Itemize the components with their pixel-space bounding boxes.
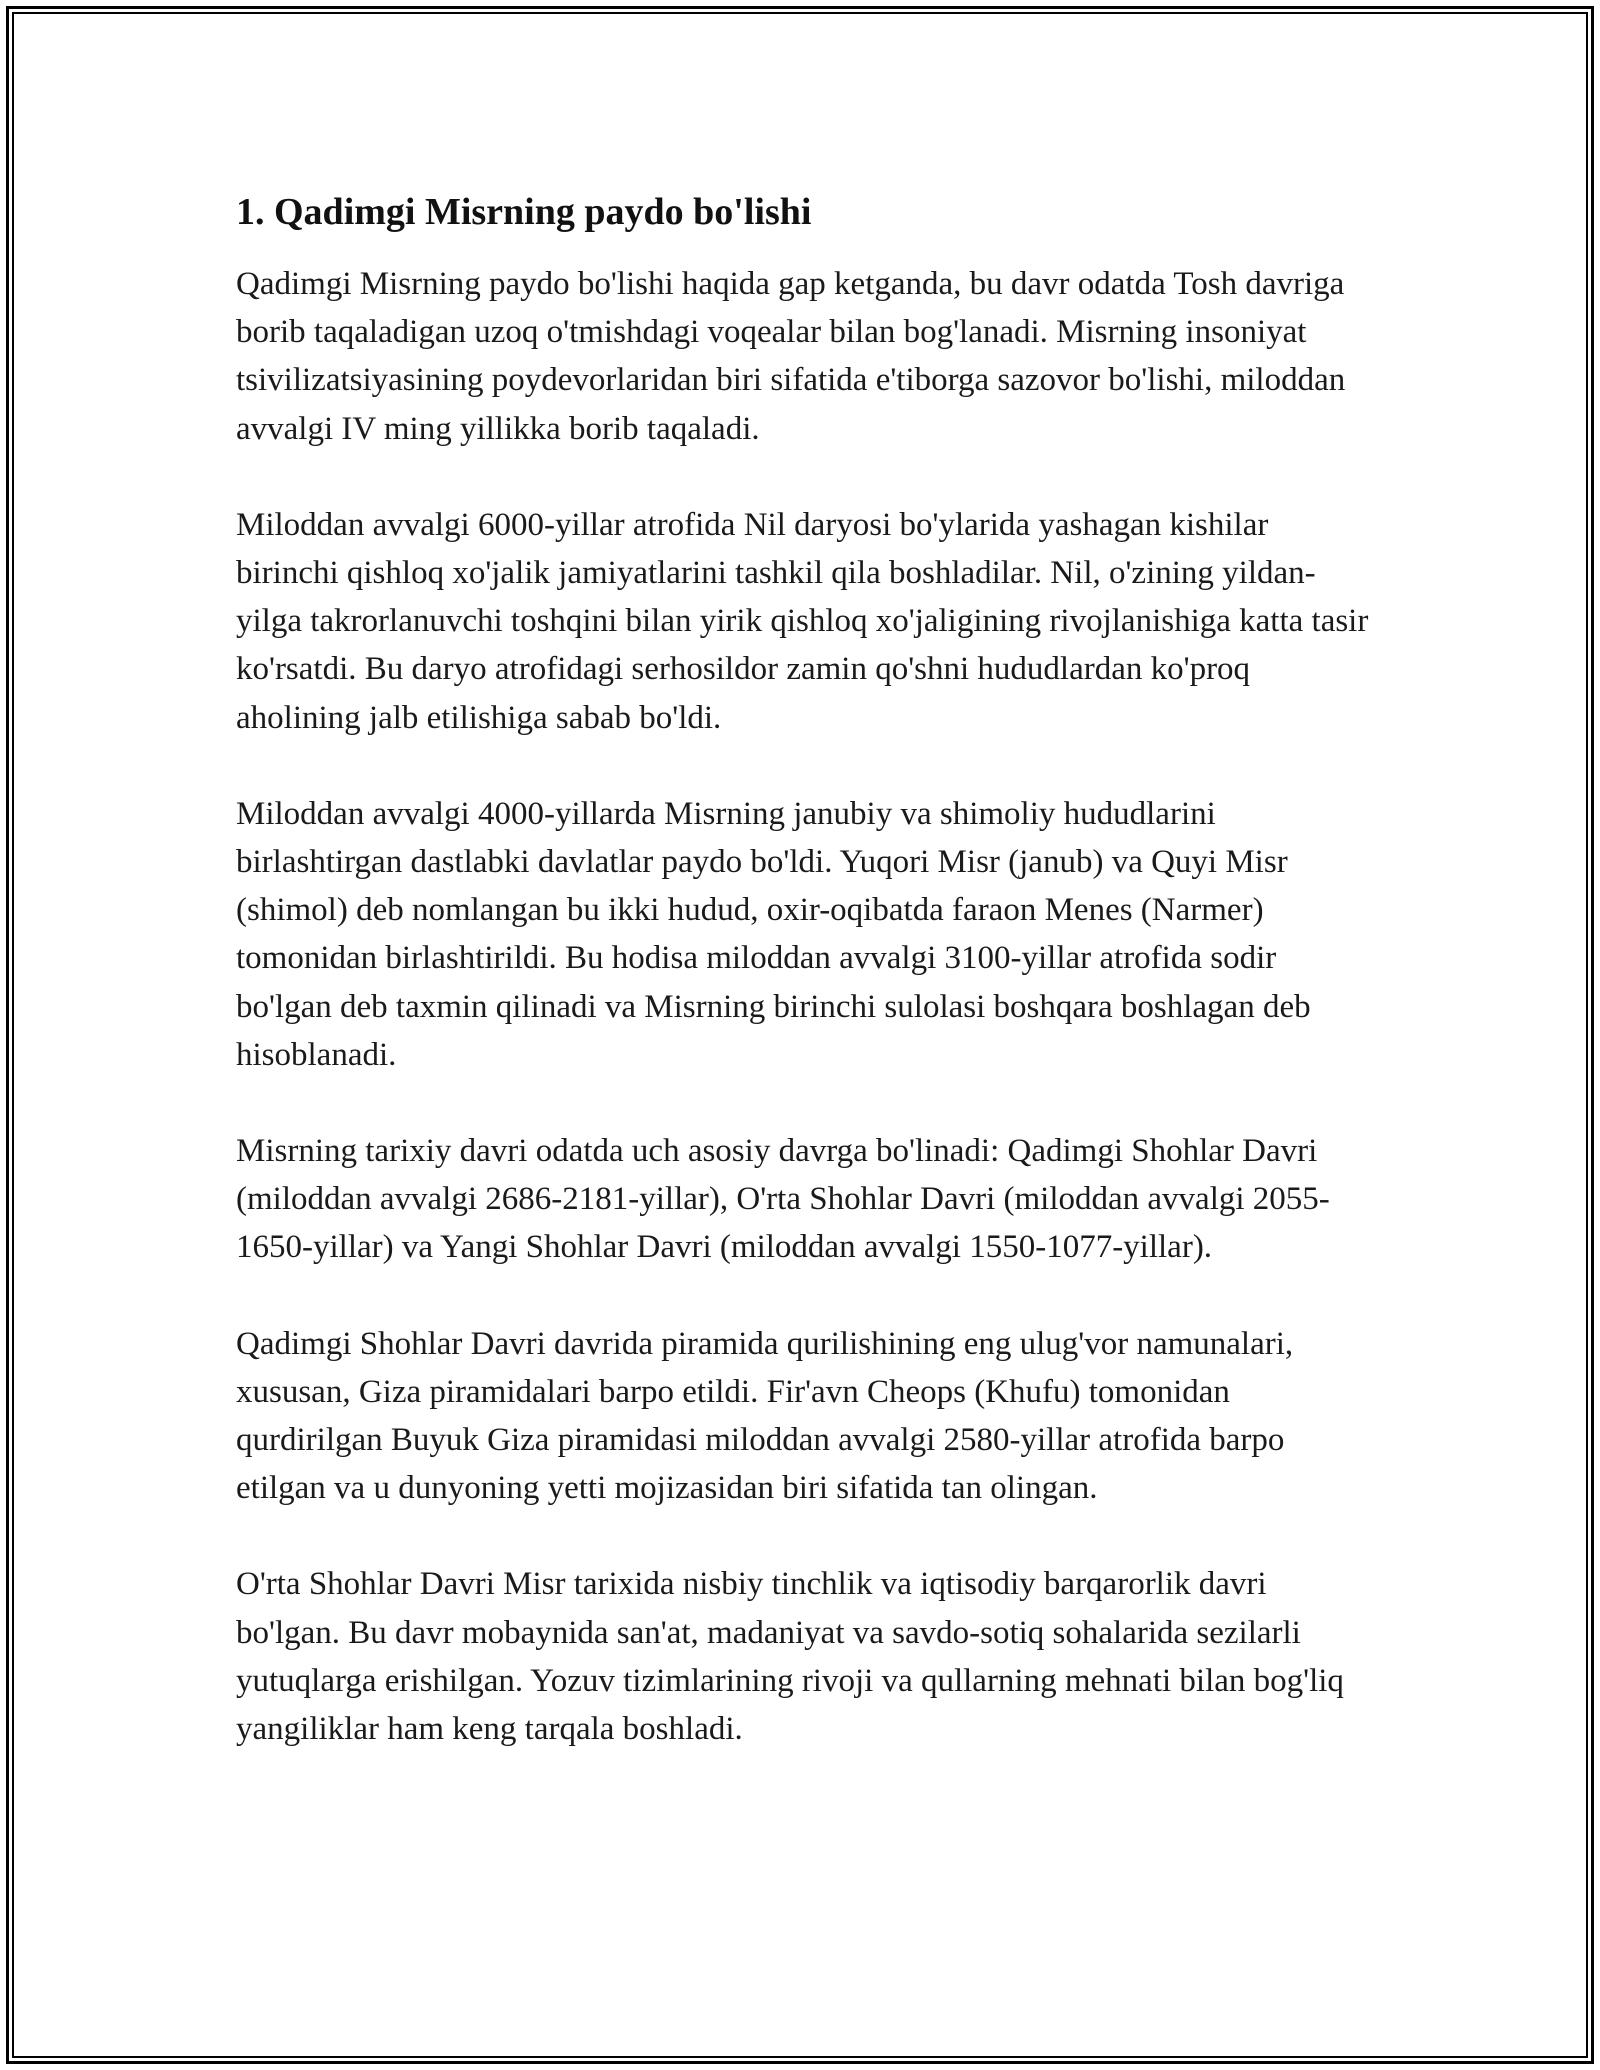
section-title: 1. Qadimgi Misrning paydo bo'lishi	[236, 191, 812, 233]
paragraph-5: Qadimgi Shohlar Davri davrida piramida qurilishining eng ulug'vor namunalari, xususan, Giza piramidalari barpo etildi. Fir'avn Cheops (Khufu) tomonidan qurdirilgan Buyuk Giza piramidasi miloddan avvalgi 2580-yillar atrofida barpo etilgan va u dunyoning yetti mojizasidan biri sifatida tan olingan.	[236, 1325, 1294, 1507]
paragraph-4: Misrning tarixiy davri odatda uch asosiy davrga bo'linadi: Qadimgi Shohlar Davri (miloddan avvalgi 2686-2181-yillar), O'rta Shohlar Davri (miloddan avvalgi 2055-1650-yillar) va Yangi Shohlar Davri (miloddan avvalgi 1550-1077-yillar).	[236, 1133, 1330, 1266]
document-body	[236, 186, 1376, 1801]
paragraph-6: O'rta Shohlar Davri Misr tarixida nisbiy tinchlik va iqtisodiy barqarorlik davri bo'lgan. Bu davr mobaynida san'at, madaniyat va savdo-sotiq sohalarida sezilarli yutuqlarga erishilgan. Yozuv tizimlarining rivoji va qullarning mehnati bilan bog'liq yangiliklar ham keng tarqala boshladi.	[236, 1566, 1344, 1748]
paragraph-2: Miloddan avvalgi 6000-yillar atrofida Nil daryosi bo'ylarida yashagan kishilar birinchi qishloq xo'jalik jamiyatlarini tashkil qila boshladilar. Nil, o'zining yildan-yilga takrorlanuvchi toshqini bilan yirik qishloq xo'jaligining rivojlanishiga katta tasir ko'rsatdi. Bu daryo atrofidagi serhosildor zamin qo'shni hududlardan ko'proq aholining jalb etilishiga sabab bo'ldi.	[236, 506, 1369, 736]
paragraph-3: Miloddan avvalgi 4000-yillarda Misrning janubiy va shimoliy hududlarini birlashtirgan dastlabki davlatlar paydo bo'ldi. Yuqori Misr (janub) va Quyi Misr (shimol) deb nomlangan bu ikki hudud, oxir-oqibatda faraon Menes (Narmer) tomonidan birlashtirildi. Bu hodisa miloddan avvalgi 3100-yillar atrofida sodir bo'lgan deb taxmin qilinadi va Misrning birinchi sulolasi boshqara boshlagan deb hisoblanadi.	[236, 795, 1311, 1073]
paragraph-1: Qadimgi Misrning paydo bo'lishi haqida gap ketganda, bu davr odatda Tosh davriga borib taqaladigan uzoq o'tmishdagi voqealar bilan bog'lanadi. Misrning insoniyat tsivilizatsiyasining poydevorlaridan biri sifatida e'tiborga sazovor bo'lishi, miloddan avvalgi IV ming yillikka borib taqaladi.	[236, 266, 1346, 447]
